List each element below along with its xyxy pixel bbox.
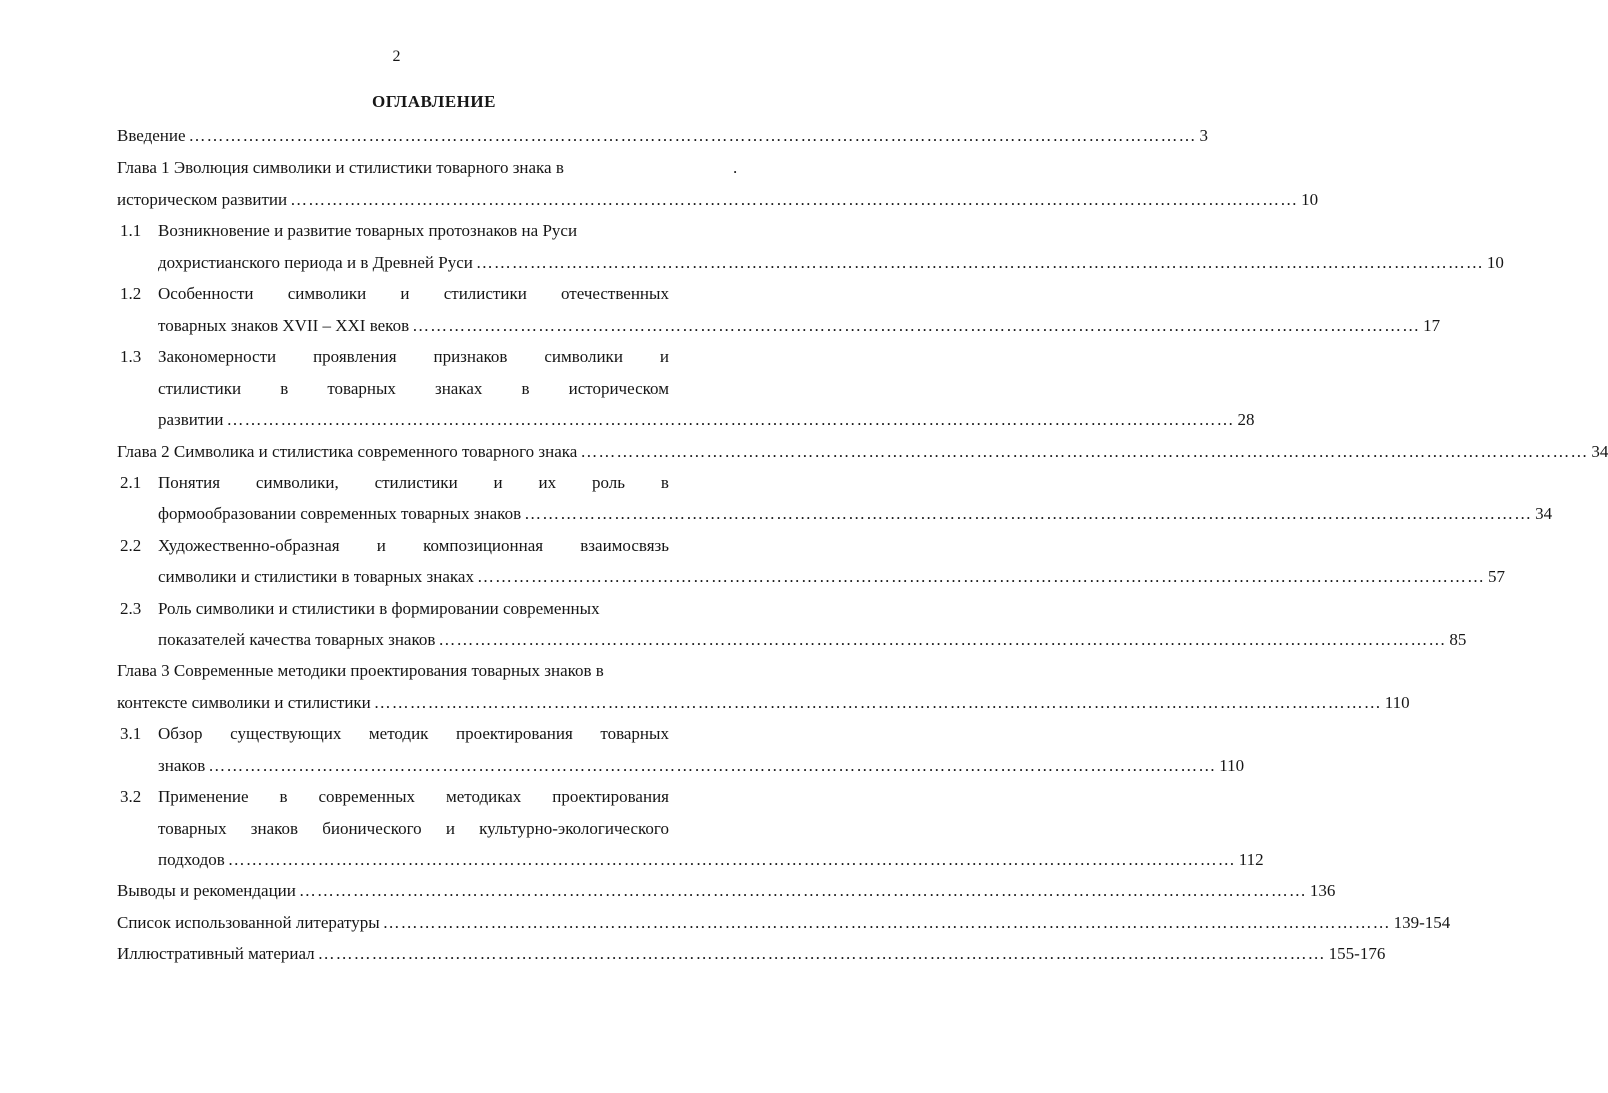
word: символики,: [255, 473, 339, 492]
toc-entry-1-2-page: 17: [1423, 316, 1441, 335]
toc-entry-2-3-line2[interactable]: [158, 630, 1467, 650]
toc-leader: ……………………………………………………………………………………………………………………………………………………: [317, 944, 1326, 963]
toc-entry-1-3-line2[interactable]: [158, 379, 669, 399]
toc-entry-chapter-2[interactable]: [117, 442, 1608, 462]
toc-entry-chapter-1-line2[interactable]: [117, 190, 1319, 210]
word: проектирования: [456, 724, 573, 743]
word: историческом: [568, 379, 669, 398]
toc-entry-conclusions-title: Выводы и рекомендации: [117, 881, 296, 900]
word: современных: [318, 787, 416, 806]
word: и: [400, 284, 410, 303]
word: символики: [287, 284, 367, 303]
section-number-2-1: 2.1: [120, 473, 142, 492]
word: признаков: [433, 347, 508, 366]
word: методиках: [445, 787, 522, 806]
toc-leader: ……………………………………………………………………………………………………………………………………………………: [580, 442, 1589, 461]
section-number-1-1: 1.1: [120, 221, 142, 240]
toc-entry-chapter-3-title: контексте символики и стилистики: [117, 693, 371, 712]
word: в: [660, 473, 669, 492]
word: методик: [368, 724, 429, 743]
word: товарных: [600, 724, 669, 743]
toc-heading: ОГЛАВЛЕНИЕ: [372, 92, 496, 111]
section-number-1-2: 1.2: [120, 284, 142, 303]
toc-entry-1-1-page: 10: [1486, 253, 1504, 272]
toc-entry-3-1-line2[interactable]: [158, 756, 1245, 776]
toc-entry-1-1-line1[interactable]: Возникновение и развитие товарных протознаков на Руси: [158, 221, 578, 240]
toc-entry-intro-title: Введение: [117, 126, 186, 145]
toc-entry-3-2-line2[interactable]: [158, 819, 669, 839]
toc-entry-2-1-page: 34: [1535, 504, 1553, 523]
toc-leader: ……………………………………………………………………………………………………………………………………………………: [412, 316, 1421, 335]
toc-entry-chapter-3-page: 110: [1384, 693, 1410, 712]
toc-entry-1-3-title: развитии: [158, 410, 224, 429]
toc-entry-chapter-1-page: 10: [1301, 190, 1319, 209]
toc-entry-1-3-line3[interactable]: [158, 410, 1255, 430]
word: и: [493, 473, 503, 492]
toc-leader: ……………………………………………………………………………………………………………………………………………………: [208, 756, 1217, 775]
toc-leader: ……………………………………………………………………………………………………………………………………………………: [524, 504, 1533, 523]
toc-entry-1-1-line2[interactable]: [158, 253, 1504, 273]
word: стилистики: [443, 284, 527, 303]
toc-leader: ……………………………………………………………………………………………………………………………………………………: [475, 253, 1484, 272]
toc-entry-2-3-title: показателей качества товарных знаков: [158, 630, 436, 649]
word: взаимосвязь: [580, 536, 669, 555]
section-number-2-3: 2.3: [120, 599, 142, 618]
word: Закономерности: [158, 347, 277, 366]
word: их: [538, 473, 557, 492]
toc-entry-references[interactable]: [117, 913, 1451, 933]
word: и: [659, 347, 669, 366]
toc-entry-3-1-page: 110: [1219, 756, 1245, 775]
toc-entry-chapter-1-title: историческом развитии: [117, 190, 288, 209]
page-number: 2: [392, 48, 401, 65]
word: отечественных: [561, 284, 669, 303]
toc-entry-1-3-line1[interactable]: [158, 347, 669, 367]
word: Особенности: [158, 284, 254, 303]
section-number-3-1: 3.1: [120, 724, 142, 743]
toc-entry-2-1-line2[interactable]: [158, 504, 1553, 524]
word: культурно-экологического: [479, 819, 669, 838]
word: товарных: [327, 379, 396, 398]
toc-entry-1-3-page: 28: [1237, 410, 1255, 429]
toc-entry-1-2-title: товарных знаков XVII – XXI веков: [158, 316, 410, 335]
word: стилистики: [374, 473, 458, 492]
word: и: [376, 536, 386, 555]
word: существующих: [230, 724, 342, 743]
toc-leader: ……………………………………………………………………………………………………………………………………………………: [373, 693, 1382, 712]
toc-entry-references-title: Список использованной литературы: [117, 913, 380, 932]
toc-entry-3-1-line1[interactable]: [158, 724, 669, 744]
section-number-3-2: 3.2: [120, 787, 142, 806]
word: Применение: [158, 787, 249, 806]
toc-leader: ……………………………………………………………………………………………………………………………………………………: [438, 630, 1447, 649]
word: символики: [544, 347, 623, 366]
word: композиционная: [423, 536, 544, 555]
toc-leader: ……………………………………………………………………………………………………………………………………………………: [290, 190, 1299, 209]
toc-entry-2-3-page: 85: [1449, 630, 1467, 649]
toc-entry-illustrations-title: Иллюстративный материал: [117, 944, 315, 963]
toc-entry-2-2-page: 57: [1487, 567, 1505, 586]
toc-entry-3-1-title: знаков: [158, 756, 206, 775]
toc-entry-3-2-line3[interactable]: [158, 850, 1264, 870]
section-number-2-2: 2.2: [120, 536, 142, 555]
word: в: [279, 787, 288, 806]
word: Обзор: [158, 724, 203, 743]
word: проектирования: [552, 787, 669, 806]
toc-entry-conclusions-page: 136: [1309, 881, 1336, 900]
toc-entry-2-2-title: символики и стилистики в товарных знаках: [158, 567, 474, 586]
word: стилистики: [158, 379, 242, 398]
toc-entry-1-2-line2[interactable]: [158, 316, 1441, 336]
word: бионического: [322, 819, 422, 838]
word: Художественно-образная: [158, 536, 340, 555]
word: проявления: [313, 347, 397, 366]
word: в: [280, 379, 289, 398]
toc-leader: ……………………………………………………………………………………………………………………………………………………: [188, 126, 1197, 145]
toc-entry-3-2-line1[interactable]: [158, 787, 669, 807]
toc-leader: ……………………………………………………………………………………………………………………………………………………: [476, 567, 1485, 586]
toc-entry-chapter-2-page: 34: [1591, 442, 1608, 461]
toc-entry-illustrations[interactable]: [117, 944, 1386, 964]
toc-entry-references-page: 139-154: [1393, 913, 1451, 932]
toc-entry-chapter-2-title: Глава 2 Символика и стилистика современного товарного знака: [117, 442, 578, 461]
toc-leader: ……………………………………………………………………………………………………………………………………………………: [226, 410, 1235, 429]
toc-entry-2-2-line2[interactable]: [158, 567, 1505, 587]
toc-leader: ……………………………………………………………………………………………………………………………………………………: [382, 913, 1391, 932]
toc-entry-2-1-line1[interactable]: [158, 473, 669, 493]
toc-entry-2-3-line1[interactable]: Роль символики и стилистики в формировании современных: [158, 599, 600, 618]
toc-entry-3-2-title: подходов: [158, 850, 225, 869]
toc-entry-intro[interactable]: [117, 126, 1209, 146]
toc-leader: ……………………………………………………………………………………………………………………………………………………: [227, 850, 1236, 869]
word: знаков: [250, 819, 299, 838]
word: Понятия: [158, 473, 221, 492]
toc-entry-illustrations-page: 155-176: [1328, 944, 1386, 963]
toc-entry-3-2-page: 112: [1238, 850, 1264, 869]
stray-mark: .: [733, 158, 738, 177]
word: знаках: [434, 379, 483, 398]
toc-entry-1-1-title: дохристианского периода и в Древней Руси: [158, 253, 473, 272]
section-number-1-3: 1.3: [120, 347, 142, 366]
toc-entry-chapter-3-line2[interactable]: [117, 693, 1410, 713]
toc-leader: ……………………………………………………………………………………………………………………………………………………: [298, 881, 1307, 900]
word: и: [445, 819, 455, 838]
word: в: [521, 379, 530, 398]
word: товарных: [158, 819, 227, 838]
word: роль: [592, 473, 626, 492]
toc-entry-2-1-title: формообразовании современных товарных знаков: [158, 504, 522, 523]
toc-entry-chapter-1-line1[interactable]: Глава 1 Эволюция символики и стилистики товарного знака в: [117, 158, 564, 177]
toc-entry-1-2-line1[interactable]: [158, 284, 669, 304]
toc-entry-conclusions[interactable]: [117, 881, 1336, 901]
toc-entry-2-2-line1[interactable]: [158, 536, 669, 556]
toc-entry-chapter-3-line1[interactable]: Глава 3 Современные методики проектирования товарных знаков в: [117, 661, 604, 680]
toc-entry-intro-page: 3: [1199, 126, 1209, 145]
